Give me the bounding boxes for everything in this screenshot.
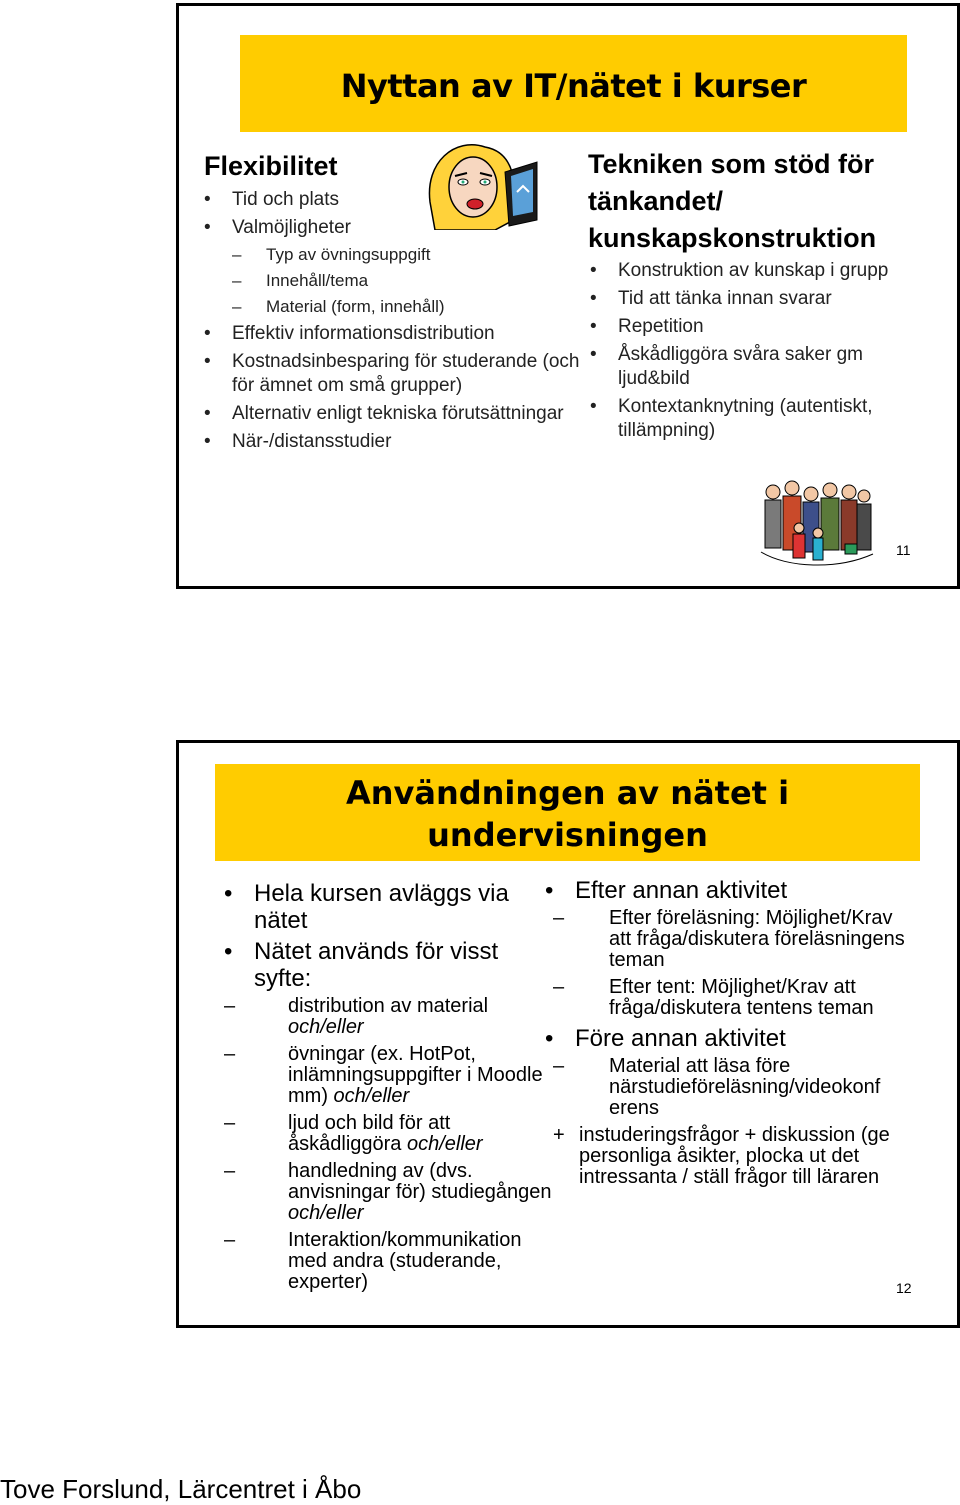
slide-11-title-bar <box>240 35 907 132</box>
flexibility-item: • Alternativ enligt tekniska förutsättningar <box>204 402 584 426</box>
usage-item <box>224 880 554 934</box>
timing-subitem: – Efter tent: Möjlighet/Krav att fråga/diskutera tentens teman <box>545 977 915 1019</box>
woman-computer-clipart <box>425 142 540 230</box>
footer-credit: Tove Forslund, Lärcentret i Åbo <box>0 1474 362 1504</box>
technology-heading: Tekniken som stöd för tänkandet/ kunskapskonstruktion <box>588 149 877 253</box>
technology-item: • Åskådliggöra svåra saker gm ljud&bild <box>590 343 930 391</box>
timing-subitem: + instuderingsfrågor + diskussion (ge personliga åsikter, plocka ut det intressanta / ställ frågor till läraren <box>545 1125 915 1188</box>
flexibility-subitem: – Typ av övningsuppgift <box>204 244 584 266</box>
usage-item-text: distribution av material <box>288 995 489 1017</box>
usage-subitem <box>224 996 554 1038</box>
technology-item: • Konstruktion av kunskap i grupp <box>590 259 930 283</box>
flexibility-item: • Tid och plats <box>204 188 584 212</box>
usage-list <box>224 880 554 1299</box>
usage-item-text: handledning av (dvs. anvisningar för) studiegången <box>288 1160 552 1203</box>
timing-item: • Efter annan aktivitet <box>545 877 915 904</box>
slide-11-title: Nyttan av IT/nätet i kurser <box>340 67 807 105</box>
usage-subitem <box>224 1113 554 1155</box>
flexibility-item: • Kostnadsinbesparing för studerande (och för ämnet om små grupper) <box>204 350 584 398</box>
usage-item <box>224 938 554 992</box>
usage-item-text: Interaktion/kommunikation med andra (studerande, experter) <box>288 1229 522 1293</box>
technology-list <box>590 259 930 447</box>
flexibility-item: • Effektiv informationsdistribution <box>204 322 584 346</box>
timing-list <box>545 877 915 1188</box>
timing-item: • Före annan aktivitet <box>545 1025 915 1052</box>
flexibility-item: • När-/distansstudier <box>204 430 584 454</box>
technology-item: • Tid att tänka innan svarar <box>590 287 930 311</box>
technology-item: • Repetition <box>590 315 930 339</box>
flexibility-subitem: – Material (form, innehåll) <box>204 296 584 318</box>
usage-item-conjunction: och/eller <box>333 1085 410 1107</box>
flexibility-subitem: – Innehåll/tema <box>204 270 584 292</box>
slide-11-number: 11 <box>896 542 911 558</box>
timing-subitem: – Efter föreläsning: Möjlighet/Krav att fråga/diskutera föreläsningens teman <box>545 908 915 971</box>
flexibility-item: • Valmöjligheter <box>204 216 584 240</box>
usage-item-text: ljud och bild för att åskådliggöra <box>288 1112 451 1155</box>
group-of-people-clipart <box>757 478 877 578</box>
usage-item-text: övningar (ex. HotPot, inlämningsuppgifter i Moodle mm) <box>288 1043 543 1107</box>
usage-subitem <box>224 1230 554 1293</box>
usage-item-conjunction: och/eller <box>288 1202 364 1224</box>
slide-12-title: Användningen av nätet i undervisningen <box>345 774 790 854</box>
usage-item-text: Nätet används för visst syfte: <box>254 938 499 992</box>
slide-12-number: 12 <box>896 1280 912 1296</box>
usage-item-text: Hela kursen avläggs via nätet <box>254 880 509 934</box>
technology-item: • Kontextanknytning (autentiskt, tillämpning) <box>590 395 930 443</box>
slide-12-title-bar <box>215 764 920 861</box>
timing-subitem: – Material att läsa före närstudieföreläsning/videokonf erens <box>545 1056 915 1119</box>
flexibility-heading: Flexibilitet <box>204 151 338 181</box>
usage-subitem <box>224 1044 554 1107</box>
usage-subitem <box>224 1161 554 1224</box>
usage-item-conjunction: och/eller <box>406 1133 483 1155</box>
usage-item-conjunction: och/eller <box>288 1016 364 1038</box>
